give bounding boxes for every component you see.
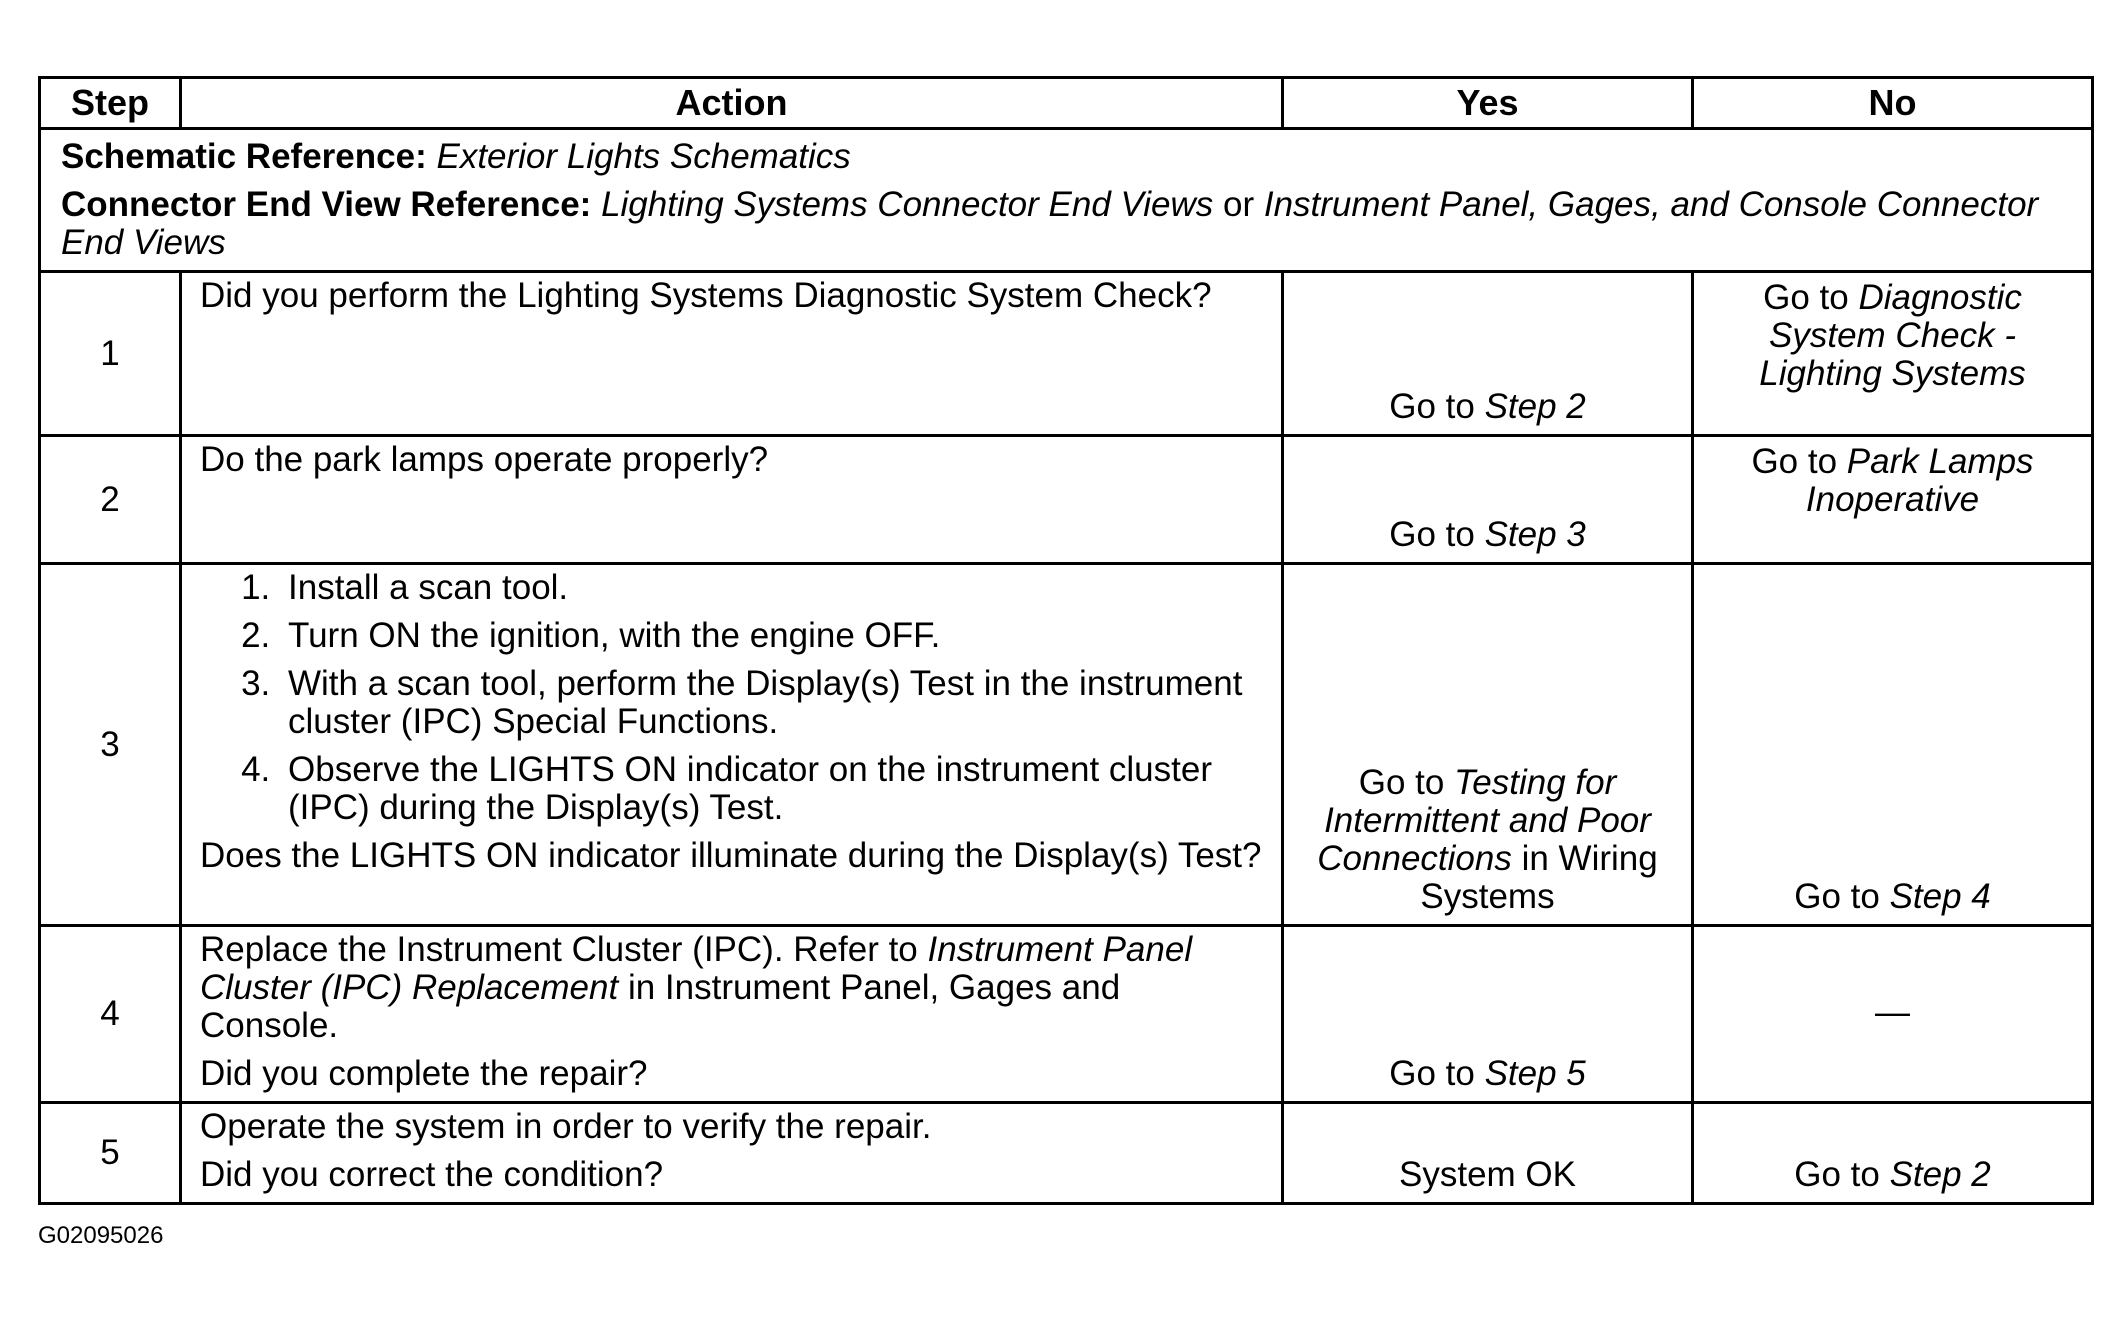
reference-cell — [40, 129, 2093, 272]
step-number: 2 — [40, 436, 181, 564]
no-prefix: Go to — [1751, 442, 1838, 481]
substep-item: 1. Install a scan tool. — [280, 569, 1265, 607]
yes-link[interactable]: Testing for Intermittent and Poor Connections — [1317, 763, 1651, 878]
action-cell — [181, 1103, 1283, 1204]
reference-row — [40, 129, 2093, 272]
step-number: 1 — [40, 272, 181, 436]
table-row — [40, 564, 2093, 926]
no-link[interactable]: Step 4 — [1889, 877, 1991, 916]
yes-cell — [1283, 1103, 1693, 1204]
yes-cell — [1283, 272, 1693, 436]
action-suffix: in Instrument Panel, Gages and Console. — [200, 968, 1121, 1045]
action-question: Does the LIGHTS ON indicator illuminate during the Display(s) Test? — [200, 836, 1262, 875]
no-prefix: Go to — [1794, 877, 1880, 916]
no-cell — [1693, 564, 2093, 926]
action-cell — [181, 272, 1283, 436]
no-prefix: Go to — [1794, 1155, 1880, 1194]
yes-suffix: in Wiring Systems — [1420, 839, 1658, 916]
figure-id: G02095026 — [38, 1222, 164, 1249]
no-dash: — — [1875, 993, 1910, 1032]
step-number: 4 — [40, 926, 181, 1103]
yes-cell — [1283, 926, 1693, 1103]
table-row — [40, 436, 2093, 564]
header-yes: Yes — [1283, 78, 1693, 129]
connector-reference-link-1[interactable]: Lighting Systems Connector End Views — [601, 185, 1214, 224]
schematic-reference — [61, 138, 2071, 176]
no-cell — [1693, 436, 2093, 564]
step-number: 5 — [40, 1103, 181, 1204]
substep-item: 2. Turn ON the ignition, with the engine OFF. — [280, 617, 1265, 655]
yes-result: System OK — [1399, 1155, 1576, 1194]
connector-reference-or: or — [1222, 185, 1255, 224]
schematic-reference-label: Schematic Reference: — [61, 137, 427, 176]
action-instruction — [200, 931, 1265, 1045]
action-question: Did you perform the Lighting Systems Diagnostic System Check? — [200, 276, 1212, 315]
yes-link[interactable]: Step 2 — [1484, 387, 1586, 426]
yes-cell — [1283, 564, 1693, 926]
schematic-reference-link[interactable]: Exterior Lights Schematics — [436, 137, 851, 176]
header-row — [40, 78, 2093, 129]
header-no: No — [1693, 78, 2093, 129]
yes-prefix: Go to — [1389, 515, 1475, 554]
no-cell — [1693, 272, 2093, 436]
yes-prefix: Go to — [1358, 763, 1445, 802]
yes-link[interactable]: Step 3 — [1484, 515, 1586, 554]
connector-reference — [61, 186, 2071, 262]
substep-list — [200, 569, 1265, 827]
action-cell — [181, 564, 1283, 926]
header-step: Step — [40, 78, 181, 129]
action-cell — [181, 436, 1283, 564]
action-instruction: Operate the system in order to verify the repair. — [200, 1107, 932, 1146]
action-question: Do the park lamps operate properly? — [200, 440, 769, 479]
header-action: Action — [181, 78, 1283, 129]
yes-cell — [1283, 436, 1693, 564]
yes-prefix: Go to — [1389, 1054, 1475, 1093]
no-cell — [1693, 1103, 2093, 1204]
no-link[interactable]: Step 2 — [1889, 1155, 1991, 1194]
action-question: Did you complete the repair? — [200, 1054, 648, 1093]
substep-item: 4. Observe the LIGHTS ON indicator on the instrument cluster (IPC) during the Display(s) Test. — [280, 751, 1265, 827]
no-link[interactable]: Park Lamps Inoperative — [1805, 442, 2034, 519]
action-question: Did you correct the condition? — [200, 1155, 664, 1194]
no-link[interactable]: Diagnostic System Check - Lighting Systems — [1759, 278, 2026, 393]
connector-reference-link-2[interactable]: Instrument Panel, Gages, and Console Connector End Views — [61, 185, 2039, 262]
action-prefix: Replace the Instrument Cluster (IPC). Refer to — [200, 930, 918, 969]
table-row — [40, 272, 2093, 436]
diagnostic-table — [38, 76, 2094, 1205]
no-cell — [1693, 926, 2093, 1103]
table-row — [40, 926, 2093, 1103]
step-number: 3 — [40, 564, 181, 926]
connector-reference-label: Connector End View Reference: — [61, 185, 592, 224]
yes-prefix: Go to — [1389, 387, 1475, 426]
table-row — [40, 1103, 2093, 1204]
action-cell — [181, 926, 1283, 1103]
substep-item: 3. With a scan tool, perform the Display(s) Test in the instrument cluster (IPC) Special Functions. — [280, 665, 1265, 741]
action-link[interactable]: Instrument Panel Cluster (IPC) Replacement — [200, 930, 1193, 1007]
no-prefix: Go to — [1763, 278, 1849, 317]
yes-link[interactable]: Step 5 — [1484, 1054, 1586, 1093]
